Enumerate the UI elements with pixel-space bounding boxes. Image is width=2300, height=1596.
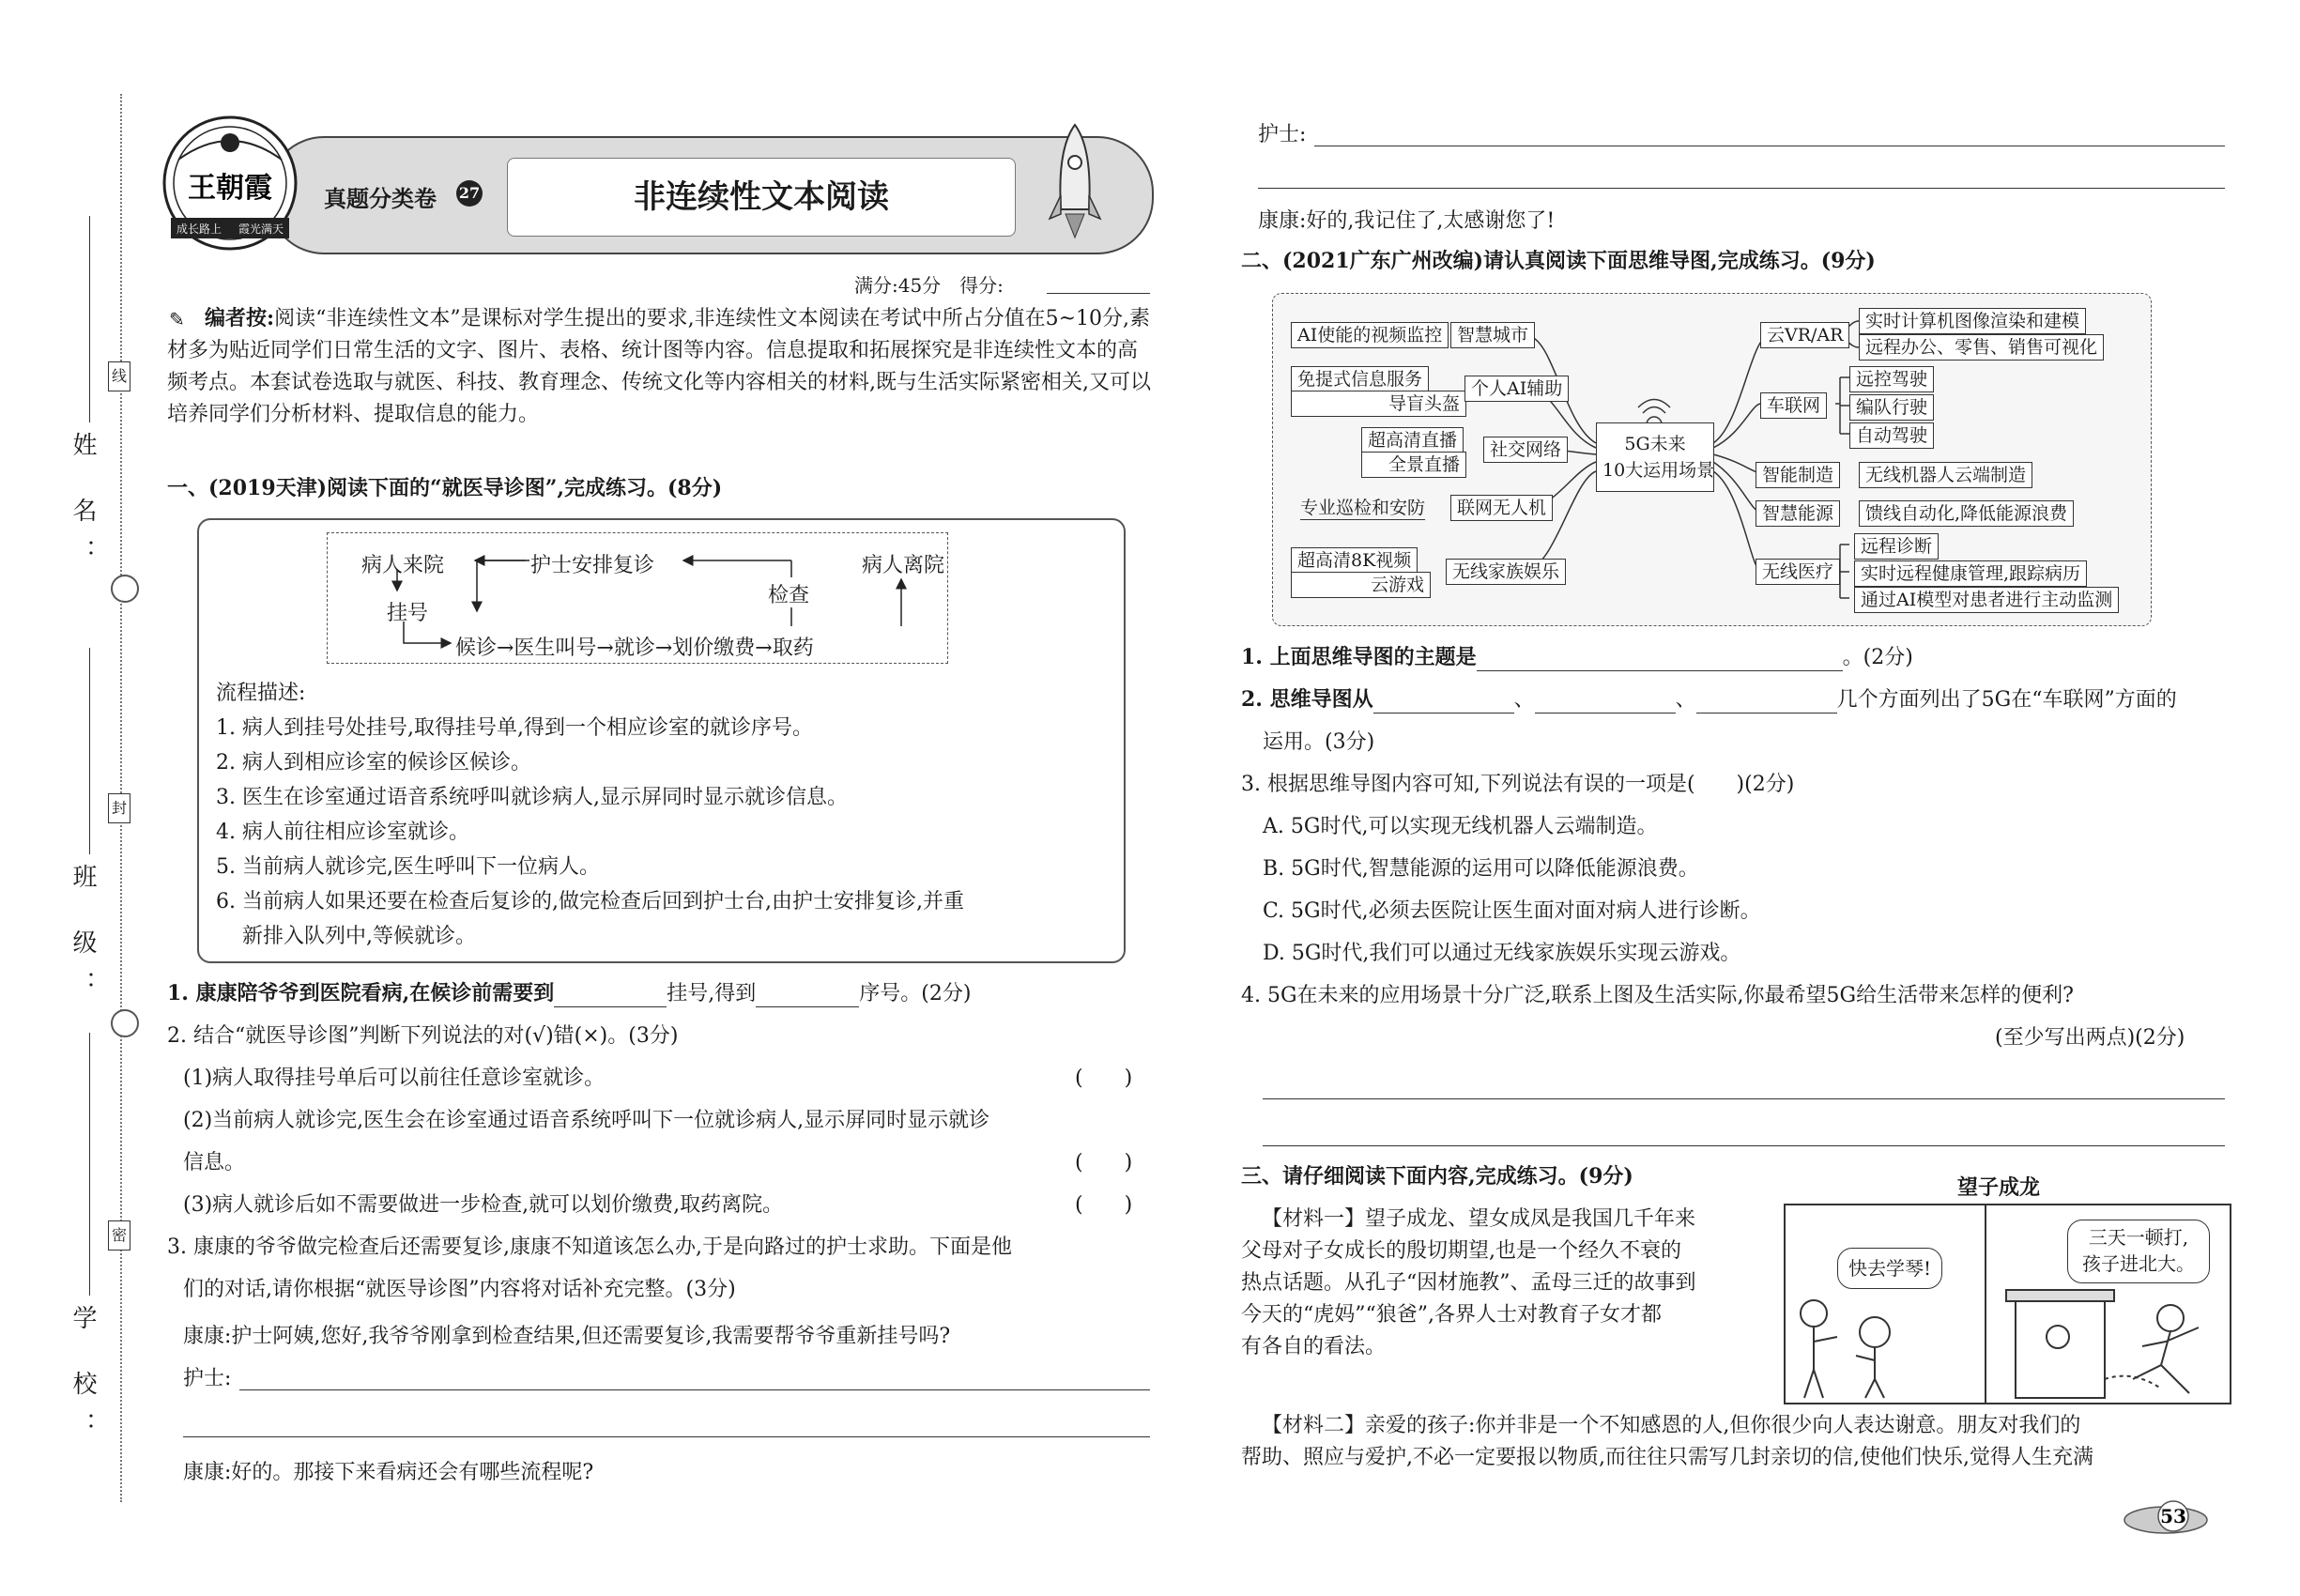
flow-desc-1: 1. 病人到挂号处挂号,取得挂号单,得到一个相应诊室的就诊序号。: [216, 716, 813, 740]
mm-game: 无线家族娱乐: [1446, 559, 1566, 585]
answer-line[interactable]: [239, 1389, 1150, 1390]
material-2: 【材料二】亲爱的孩子:你并非是一个不知感恩的人,但你很少向人表达谢意。朋友对我们的 帮助、照应与爱护,不必一定要报以物质,而往往只需写几封亲切的信,使他们快乐,觉得人生充满: [1241, 1414, 2093, 1469]
mm-social: 社交网络: [1483, 437, 1568, 463]
mm-vr-a1: 实时计算机图像渲染和建模: [1859, 308, 2086, 334]
page-number: 53: [2160, 1505, 2186, 1527]
mm-center: 5G未来 10大运用场景: [1596, 422, 1714, 492]
comic-figures-icon: [1786, 1205, 2230, 1403]
school-label: 学 校：: [69, 1305, 97, 1454]
s1-q2-3: (3)病人就诊后如不需要做进一步检查,就可以划价缴费,取药离院。: [183, 1193, 784, 1217]
mm-med-a2: 实时远程健康管理,跟踪病历: [1854, 560, 2087, 587]
seal-mark-seal: 封: [108, 793, 130, 823]
judge-paren[interactable]: ( ): [1075, 1193, 1133, 1217]
mm-med-a3: 通过AI模型对患者进行主动监测: [1854, 587, 2119, 613]
mm-car-a1: 远控驾驶: [1849, 366, 1934, 392]
mm-energy: 智慧能源: [1756, 500, 1840, 527]
flow-arrows: [327, 532, 946, 662]
name-field[interactable]: [89, 216, 90, 422]
brand-logo: [160, 113, 300, 253]
pen-icon: ✎: [169, 308, 185, 330]
s1-q3-cont: 们的对话,请你根据“就医导诊图”内容将对话补充完整。(3分): [183, 1278, 736, 1301]
seal-mark-line: 线: [108, 361, 130, 391]
binding-hole-icon: [111, 575, 139, 603]
mm-med-a1: 远程诊断: [1854, 533, 1939, 560]
s1-q2-1: (1)病人取得挂号单后可以前往任意诊室就诊。: [183, 1067, 606, 1090]
option-a[interactable]: A. 5G时代,可以实现无线机器人云端制造。: [1263, 815, 1658, 838]
score-field[interactable]: [1047, 293, 1150, 294]
mm-social-a1: 超高清直播: [1361, 427, 1464, 453]
mm-med: 无线医疗: [1756, 559, 1840, 585]
score-line: 满分:45分 得分:: [854, 274, 1004, 297]
logo-text: 王朝霞: [188, 172, 272, 205]
svg-text:霞光满天: 霞光满天: [238, 223, 284, 236]
mm-drone-a: 专业巡检和安防: [1300, 498, 1426, 518]
s1-q2: 2. 结合“就医导诊图”判断下列说法的对(√)错(×)。(3分): [167, 1024, 679, 1048]
speech-bubble-1: 快去学琴!: [1837, 1248, 1942, 1289]
mm-car-a3: 自动驾驶: [1849, 422, 1934, 449]
speech-bubble-2: 三天一顿打, 孩子进北大。: [2067, 1220, 2210, 1283]
mm-ai-a1: 免提式信息服务: [1291, 366, 1429, 391]
page-title: 非连续性文本阅读: [507, 158, 1016, 237]
series-label: 真题分类卷: [324, 186, 437, 212]
answer-line[interactable]: [1263, 1098, 2225, 1099]
nurse-label: 护士:: [1258, 123, 1307, 146]
name-label: 姓 名：: [69, 432, 97, 581]
flow-node-register: 挂号: [387, 602, 429, 625]
mm-vr-a2: 远程办公、零售、销售可视化: [1859, 334, 2104, 361]
seal-mark-secret: 密: [108, 1220, 130, 1251]
flow-desc-2: 2. 病人到相应诊室的候诊区候诊。: [216, 751, 531, 775]
dialogue-2: 康康:好的。那接下来看病还会有哪些流程呢?: [183, 1461, 594, 1484]
mm-social-a2: 全景直播: [1361, 452, 1466, 478]
section2-heading: 二、(2021广东广州改编)请认真阅读下面思维导图,完成练习。(9分): [1241, 249, 1876, 273]
flow-node-nurse: 护士安排复诊: [530, 554, 655, 577]
s2-q4: 4. 5G在未来的应用场景十分广泛,联系上图及生活实际,你最希望5G给生活带来怎样的便利?: [1241, 984, 2074, 1007]
judge-paren[interactable]: ( ): [1075, 1067, 1133, 1090]
answer-blank[interactable]: [1696, 692, 1837, 714]
s2-q2: 2. 思维导图从 、 、 几个方面列出了5G在“车联网”方面的: [1241, 687, 2177, 712]
s1-q1: 1. 康康陪爷爷到医院看病,在候诊前需要到 挂号,得到 序号。(2分): [167, 981, 972, 1005]
svg-text:成长路上: 成长路上: [176, 223, 222, 236]
flow-desc-6-cont: 新排入队列中,等候就诊。: [242, 925, 476, 948]
comic-title: 望子成龙: [1957, 1176, 2041, 1200]
s1-q2-2-cont: 信息。: [183, 1151, 246, 1174]
class-field[interactable]: [89, 648, 90, 854]
editor-note: 编者按:阅读“非连续性文本”是课标对学生提出的要求,非连续性文本阅读在考试中所占分值在5~10分,素材多为贴近同学们日常生活的文字、图片、表格、统计图等内容。信息提取和拓展探究是非连续性文本的高频考点。本套试卷选取与就医、科技、教育理念、传统文化等内容相关的材料,既与生活实际紧密相关,又可以培养同学们分析材料、提取信息的能力。: [167, 306, 1151, 426]
mm-car-a2: 编队行驶: [1849, 394, 1934, 421]
nurse-label: 护士:: [183, 1367, 232, 1390]
series-number-badge: 27: [456, 180, 483, 207]
mm-game-a2: 云游戏: [1291, 572, 1431, 598]
answer-blank[interactable]: [1477, 650, 1843, 671]
dialogue-3: 康康:好的,我记住了,太感谢您了!: [1258, 209, 1556, 233]
mm-game-a1: 超高清8K视频: [1291, 547, 1418, 573]
mm-mfg-a: 无线机器人云端制造: [1859, 462, 2032, 488]
flow-chain: 候诊→医生叫号→就诊→划价缴费→取药: [455, 637, 814, 660]
s2-q4-cont: (至少写出两点)(2分): [1995, 1026, 2185, 1050]
binding-margin: [0, 0, 141, 1596]
rocket-icon: [1042, 120, 1108, 242]
flow-desc-5: 5. 当前病人就诊完,医生呼叫下一位病人。: [216, 855, 600, 879]
s1-q3: 3. 康康的爷爷做完检查后还需要复诊,康康不知道该怎么办,于是向路过的护士求助。下面是他: [167, 1235, 1012, 1259]
mm-ai-video: AI使能的视频监控: [1291, 322, 1449, 348]
flow-desc-6: 6. 当前病人如果还要在检查后复诊的,做完检查后回到护士台,由护士安排复诊,并重: [216, 890, 964, 913]
material-1: 【材料一】望子成龙、望女成凤是我国几千年来 父母对子女成长的殷切期望,也是一个经久不衰的 热点话题。从孔子“因材施教”、孟母三迁的故事到 今天的“虎妈”“狼爸”,各界人士对教育子女才都 有各自的看法。: [1241, 1207, 1696, 1358]
flow-desc-4: 4. 病人前往相应诊室就诊。: [216, 821, 469, 844]
s2-q2-cont: 运用。(3分): [1263, 730, 1375, 754]
flow-node-leave: 病人离院: [862, 554, 945, 577]
comic-illustration: [1784, 1204, 2231, 1404]
mm-drone: 联网无人机: [1450, 495, 1553, 521]
flow-desc-title: 流程描述:: [216, 682, 306, 705]
answer-blank[interactable]: [1535, 692, 1676, 714]
page-number-badge: [2122, 1497, 2211, 1539]
option-b[interactable]: B. 5G时代,智慧能源的运用可以降低能源浪费。: [1263, 857, 1699, 881]
s2-q3: 3. 根据思维导图内容可知,下列说法有误的一项是( )(2分): [1241, 773, 1795, 796]
mm-car: 车联网: [1760, 392, 1827, 419]
judge-paren[interactable]: ( ): [1075, 1151, 1133, 1174]
mm-smart-city: 智慧城市: [1450, 322, 1535, 348]
mm-energy-a: 馈线自动化,降低能源浪费: [1859, 500, 2074, 527]
binding-hole-icon: [111, 1009, 139, 1037]
dialogue-1: 康康:护士阿姨,您好,我爷爷刚拿到检查结果,但还需要复诊,我需要帮爷爷重新挂号吗?: [183, 1325, 951, 1348]
option-d[interactable]: D. 5G时代,我们可以通过无线家族娱乐实现云游戏。: [1263, 942, 1741, 965]
answer-blank[interactable]: [1373, 692, 1514, 714]
flow-node-check: 检查: [768, 584, 810, 607]
answer-blank[interactable]: [554, 986, 667, 1007]
answer-line[interactable]: [1258, 188, 2225, 189]
mm-vr: 云VR/AR: [1760, 322, 1849, 348]
option-c[interactable]: C. 5G时代,必须去医院让医生面对面对病人进行诊断。: [1263, 899, 1761, 923]
mm-ai-assist: 个人AI辅助: [1464, 376, 1569, 402]
answer-line[interactable]: [183, 1436, 1150, 1437]
mm-mfg: 智能制造: [1756, 462, 1840, 488]
s2-q1: 1. 上面思维导图的主题是 。(2分): [1241, 645, 1913, 669]
answer-line[interactable]: [1263, 1145, 2225, 1146]
section3-heading: 三、请仔细阅读下面内容,完成练习。(9分): [1241, 1164, 1633, 1189]
class-label: 班 级：: [69, 864, 97, 1013]
answer-blank[interactable]: [756, 986, 859, 1007]
flow-node-arrive: 病人来院: [361, 554, 445, 577]
flow-desc-3: 3. 医生在诊室通过语音系统呼叫就诊病人,显示屏同时显示就诊信息。: [216, 786, 848, 809]
mm-ai-a2: 导盲头盔: [1291, 391, 1466, 417]
s1-q2-2: (2)当前病人就诊完,医生会在诊室通过语音系统呼叫下一位就诊病人,显示屏同时显示就诊: [183, 1109, 990, 1132]
school-field[interactable]: [89, 1033, 90, 1296]
section1-heading: 一、(2019天津)阅读下面的“就医导诊图”,完成练习。(8分): [167, 476, 723, 500]
